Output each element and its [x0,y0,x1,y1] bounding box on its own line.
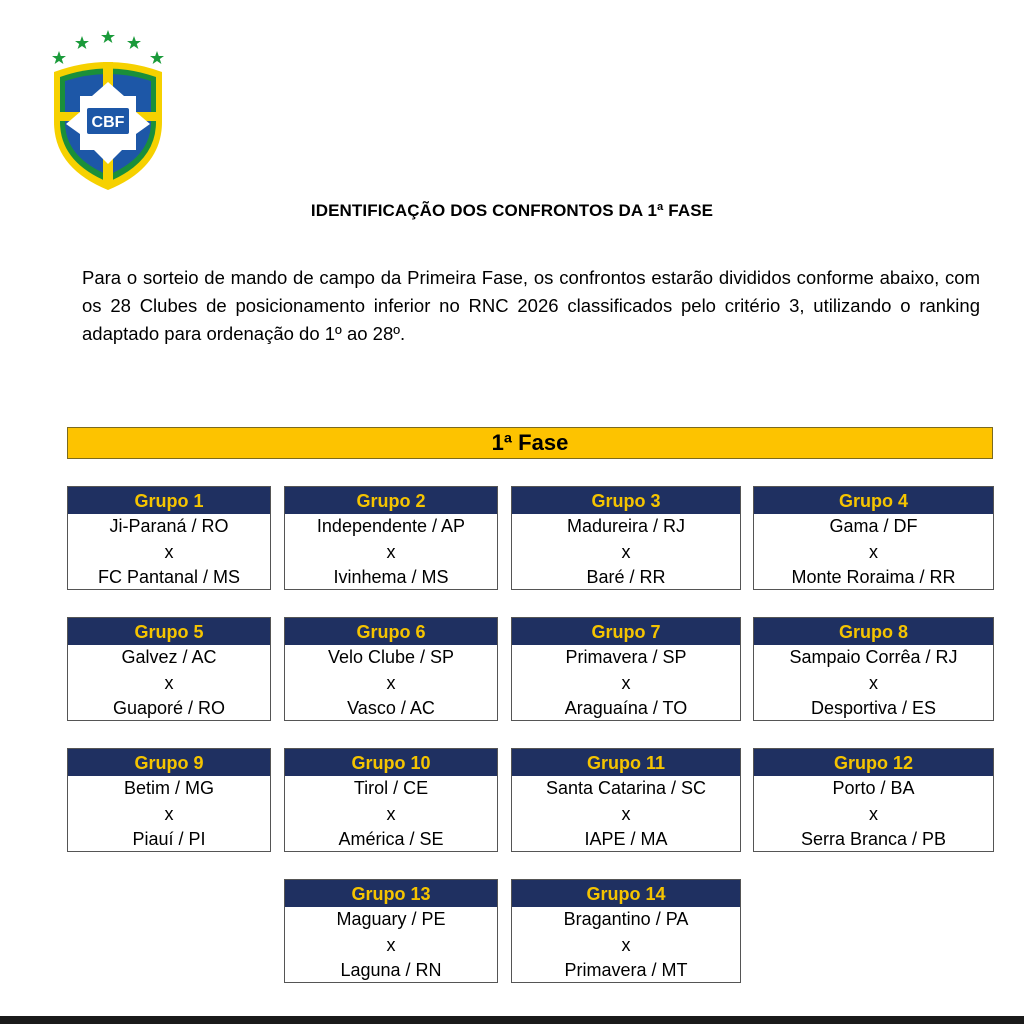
phase-header: 1ª Fase [67,427,993,459]
group-title: Grupo 12 [754,749,993,776]
group-title: Grupo 2 [285,487,497,514]
away-team: Ivinhema / MS [333,567,449,587]
group-card [511,617,741,721]
away-team: Laguna / RN [340,960,442,980]
group-card [284,879,498,983]
away-team: Guaporé / RO [112,698,226,718]
stars-icon [52,30,164,64]
versus-mark: x [386,672,396,693]
home-team: Gama / DF [829,516,918,536]
group-title: Grupo 1 [68,487,270,514]
away-team: Serra Branca / PB [800,829,947,849]
group-title: Grupo 6 [285,618,497,645]
group-card [284,486,498,590]
home-team: Santa Catarina / SC [545,778,707,798]
logo-lettering: CBF [91,114,125,131]
group-card [753,617,994,721]
away-team: Primavera / MT [564,960,688,980]
group-card [284,748,498,852]
group-title: Grupo 4 [754,487,993,514]
versus-mark: x [386,541,396,562]
away-team: Desportiva / ES [810,698,937,718]
versus-mark: x [164,803,174,824]
versus-mark: x [164,541,174,562]
home-team: Bragantino / PA [563,909,689,929]
home-team: Galvez / AC [121,647,217,667]
versus-mark: x [621,803,631,824]
versus-mark: x [621,541,631,562]
group-title: Grupo 3 [512,487,740,514]
versus-mark: x [386,803,396,824]
away-team: América / SE [338,829,444,849]
group-title: Grupo 11 [512,749,740,776]
away-team: Monte Roraima / RR [791,567,956,587]
group-card [511,748,741,852]
group-card [753,486,994,590]
home-team: Primavera / SP [565,647,687,667]
group-card [67,617,271,721]
group-card [753,748,994,852]
cbf-logo [50,30,166,194]
group-title: Grupo 9 [68,749,270,776]
group-card [511,879,741,983]
home-team: Sampaio Corrêa / RJ [789,647,958,667]
versus-mark: x [164,672,174,693]
away-team: IAPE / MA [584,829,668,849]
group-title: Grupo 5 [68,618,270,645]
versus-mark: x [869,672,878,693]
group-card [67,748,271,852]
group-card [67,486,271,590]
home-team: Velo Clube / SP [327,647,455,667]
document-title: IDENTIFICAÇÃO DOS CONFRONTOS DA 1ª FASE [310,201,714,220]
home-team: Betim / MG [123,778,214,798]
home-team: Maguary / PE [336,909,446,929]
versus-mark: x [621,672,631,693]
away-team: FC Pantanal / MS [97,567,241,587]
group-card [511,486,741,590]
away-team: Vasco / AC [347,698,435,718]
group-title: Grupo 7 [512,618,740,645]
group-title: Grupo 13 [285,880,497,907]
versus-mark: x [621,934,631,955]
home-team: Tirol / CE [353,778,429,798]
versus-mark: x [869,803,878,824]
versus-mark: x [386,934,396,955]
group-title: Grupo 8 [754,618,993,645]
versus-mark: x [869,541,878,562]
intro-paragraph: Para o sorteio de mando de campo da Primeira Fase, os confrontos estarão divididos conforme abaixo, com os 28 Clubes de posicionamento inferior no RNC 2026 classificados pelo critério 3, utilizando o ranking adaptado para ordenação do 1º ao 28º. [82,267,980,344]
home-team: Ji-Paraná / RO [109,516,229,536]
home-team: Madureira / RJ [566,516,686,536]
bottom-divider [0,1016,1024,1024]
home-team: Porto / BA [832,778,915,798]
away-team: Araguaína / TO [564,698,688,718]
home-team: Independente / AP [316,516,466,536]
away-team: Piauí / PI [132,829,206,849]
group-title: Grupo 14 [512,880,740,907]
away-team: Baré / RR [586,567,666,587]
group-title: Grupo 10 [285,749,497,776]
group-card [284,617,498,721]
